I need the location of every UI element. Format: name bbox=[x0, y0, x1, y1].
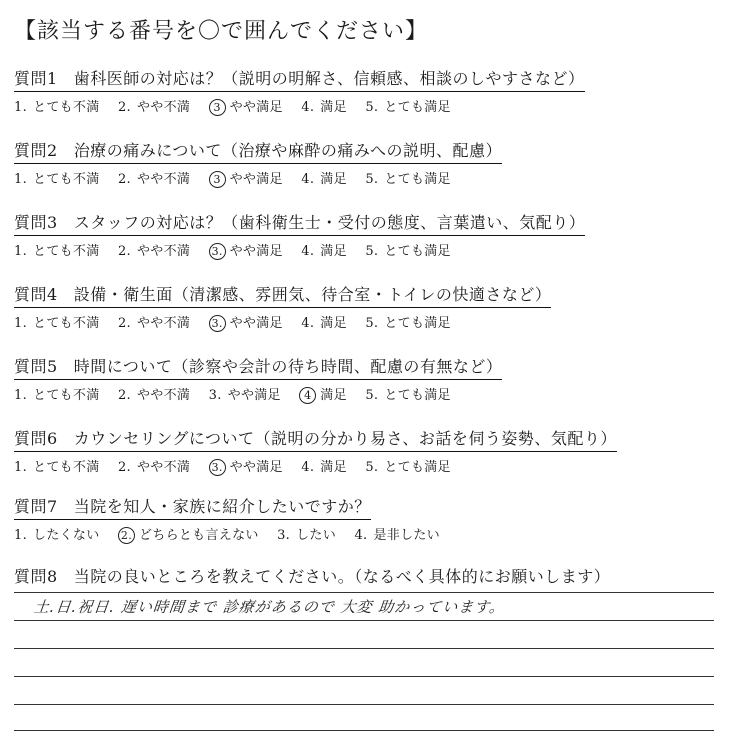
answer-line bbox=[14, 676, 714, 677]
option-label: どちらとも言えない bbox=[138, 528, 259, 543]
option-label: とても満足 bbox=[384, 172, 451, 187]
option-label: とても満足 bbox=[384, 460, 451, 475]
option-label: やや不満 bbox=[136, 172, 191, 187]
option-label: やや不満 bbox=[136, 316, 191, 331]
question-number: 質問8 bbox=[14, 567, 58, 586]
question-6 bbox=[14, 426, 734, 476]
option-3-selected[interactable] bbox=[209, 96, 283, 116]
option-1[interactable] bbox=[14, 96, 100, 115]
option-3[interactable] bbox=[209, 384, 281, 403]
option-label: とても不満 bbox=[33, 388, 100, 403]
option-4[interactable] bbox=[301, 312, 347, 331]
option-label: やや満足 bbox=[229, 244, 283, 259]
option-number: 1. bbox=[14, 316, 28, 331]
option-label: 満足 bbox=[320, 316, 347, 331]
option-2[interactable] bbox=[118, 384, 190, 403]
option-5[interactable] bbox=[365, 168, 451, 187]
option-number: 4. bbox=[301, 100, 315, 115]
question-6-title bbox=[14, 426, 617, 452]
page-title: 【該当する番号を〇で囲んでください】 bbox=[14, 19, 429, 44]
option-number: 2. bbox=[117, 172, 131, 187]
option-number: 2. bbox=[117, 244, 131, 259]
option-label: やや不満 bbox=[136, 100, 191, 115]
question-5-title bbox=[14, 354, 502, 380]
question-4-title bbox=[14, 282, 551, 308]
option-3-selected[interactable] bbox=[209, 456, 283, 476]
option-4-selected[interactable] bbox=[299, 384, 347, 404]
question-number: 質問6 bbox=[14, 429, 58, 448]
answer-line bbox=[14, 704, 714, 705]
option-label: 満足 bbox=[320, 460, 347, 475]
option-number: 4. bbox=[301, 460, 315, 475]
circled-number: 4 bbox=[299, 387, 316, 404]
option-number: 5. bbox=[365, 316, 379, 331]
answer-line bbox=[14, 592, 714, 593]
handwritten-answer[interactable]: 土.日.祝日. 遅い時間まで 診療があるので 大変 助かっています。 bbox=[33, 598, 507, 616]
question-number: 質問1 bbox=[14, 69, 58, 88]
option-label: とても満足 bbox=[384, 316, 451, 331]
option-number: 2. bbox=[117, 388, 131, 403]
option-number: 1. bbox=[14, 172, 28, 187]
option-number: 2. bbox=[117, 316, 131, 331]
question-5 bbox=[14, 354, 734, 404]
option-2[interactable] bbox=[118, 240, 190, 259]
answer-line bbox=[14, 730, 714, 731]
question-4-options bbox=[14, 312, 734, 332]
option-number: 2. bbox=[117, 460, 131, 475]
option-1[interactable] bbox=[14, 168, 100, 187]
option-4[interactable] bbox=[301, 240, 347, 259]
question-1 bbox=[14, 66, 734, 116]
question-text: 歯科医師の対応は？（説明の明解さ、信頼感、相談のしやすさなど） bbox=[73, 69, 585, 88]
question-1-title bbox=[14, 66, 585, 92]
option-label: とても不満 bbox=[33, 244, 100, 259]
question-2 bbox=[14, 138, 734, 188]
option-number: 3. bbox=[277, 528, 291, 543]
circled-number: 3 bbox=[209, 171, 226, 188]
answer-line bbox=[14, 620, 714, 621]
question-text: 当院の良いところを教えてください。（なるべく具体的にお願いします） bbox=[73, 567, 611, 586]
option-label: 是非したい bbox=[373, 528, 440, 543]
option-number: 5. bbox=[365, 460, 379, 475]
option-number: 5. bbox=[365, 172, 379, 187]
circled-number: 3. bbox=[209, 315, 226, 332]
option-number: 1. bbox=[14, 528, 28, 543]
question-2-title bbox=[14, 138, 502, 164]
option-label: とても満足 bbox=[384, 244, 451, 259]
question-8-title bbox=[14, 564, 610, 589]
option-5[interactable] bbox=[365, 96, 451, 115]
question-8 bbox=[14, 564, 734, 589]
option-number: 4. bbox=[301, 172, 315, 187]
option-label: 満足 bbox=[320, 244, 347, 259]
option-4[interactable] bbox=[301, 456, 347, 475]
option-label: やや満足 bbox=[227, 388, 281, 403]
option-3-selected[interactable] bbox=[209, 312, 283, 332]
option-5[interactable] bbox=[365, 312, 451, 331]
option-4[interactable] bbox=[301, 96, 347, 115]
option-1[interactable] bbox=[14, 312, 100, 331]
question-3 bbox=[14, 210, 734, 260]
option-number: 4. bbox=[301, 316, 315, 331]
option-5[interactable] bbox=[365, 384, 451, 403]
option-2[interactable] bbox=[118, 96, 190, 115]
question-4 bbox=[14, 282, 734, 332]
option-2-selected[interactable] bbox=[118, 524, 259, 544]
option-label: とても不満 bbox=[33, 172, 100, 187]
question-5-options bbox=[14, 384, 734, 404]
option-label: やや満足 bbox=[229, 460, 283, 475]
option-label: 満足 bbox=[320, 172, 347, 187]
option-5[interactable] bbox=[365, 456, 451, 475]
option-label: やや満足 bbox=[229, 100, 283, 115]
option-number: 1. bbox=[14, 388, 28, 403]
circled-number: 2. bbox=[118, 527, 135, 544]
option-1[interactable] bbox=[14, 524, 100, 543]
option-2[interactable] bbox=[118, 168, 190, 187]
question-2-options bbox=[14, 168, 734, 188]
option-3[interactable] bbox=[277, 524, 336, 543]
option-number: 5. bbox=[365, 388, 379, 403]
option-label: とても不満 bbox=[33, 460, 100, 475]
option-number: 4. bbox=[301, 244, 315, 259]
question-number: 質問7 bbox=[14, 497, 58, 516]
question-text: 当院を知人・家族に紹介したいですか？ bbox=[73, 497, 371, 516]
question-text: 時間について（診察や会計の待ち時間、配慮の有無など） bbox=[73, 357, 503, 376]
option-label: やや満足 bbox=[229, 172, 283, 187]
question-text: カウンセリングについて（説明の分かり易さ、お話を伺う姿勢、気配り） bbox=[73, 429, 617, 448]
option-2[interactable] bbox=[118, 312, 190, 331]
option-number: 1. bbox=[14, 460, 28, 475]
option-4[interactable] bbox=[301, 168, 347, 187]
option-label: やや不満 bbox=[136, 388, 191, 403]
option-label: やや不満 bbox=[136, 244, 191, 259]
question-1-options bbox=[14, 96, 734, 116]
option-label: とても満足 bbox=[384, 100, 451, 115]
question-3-title bbox=[14, 210, 585, 236]
option-number: 5. bbox=[365, 244, 379, 259]
option-label: とても満足 bbox=[384, 388, 451, 403]
question-text: 設備・衛生面（清潔感、雰囲気、待合室・トイレの快適さなど） bbox=[73, 285, 552, 304]
option-2[interactable] bbox=[118, 456, 190, 475]
option-number: 1. bbox=[14, 244, 28, 259]
option-1[interactable] bbox=[14, 240, 100, 259]
question-7-title bbox=[14, 494, 371, 520]
question-6-options bbox=[14, 456, 734, 476]
answer-line bbox=[14, 648, 714, 649]
question-number: 質問2 bbox=[14, 141, 58, 160]
circled-number: 3. bbox=[209, 243, 226, 260]
circled-number: 3 bbox=[209, 99, 226, 116]
option-label: やや満足 bbox=[229, 316, 283, 331]
option-number: 5. bbox=[365, 100, 379, 115]
option-4[interactable] bbox=[354, 524, 440, 543]
question-text: スタッフの対応は？（歯科衛生士・受付の態度、言葉遣い、気配り） bbox=[73, 213, 586, 232]
option-3-selected[interactable] bbox=[209, 168, 283, 188]
option-number: 1. bbox=[14, 100, 28, 115]
option-label: とても不満 bbox=[33, 100, 100, 115]
question-number: 質問3 bbox=[14, 213, 58, 232]
question-number: 質問5 bbox=[14, 357, 58, 376]
question-number: 質問4 bbox=[14, 285, 58, 304]
option-number: 2. bbox=[117, 100, 131, 115]
option-label: したくない bbox=[33, 528, 100, 543]
option-number: 4. bbox=[354, 528, 368, 543]
option-label: 満足 bbox=[320, 100, 347, 115]
question-7-options bbox=[14, 524, 734, 544]
option-label: したい bbox=[296, 528, 337, 543]
option-number: 3. bbox=[208, 388, 222, 403]
option-1[interactable] bbox=[14, 384, 100, 403]
question-text: 治療の痛みについて（治療や麻酔の痛みへの説明、配慮） bbox=[73, 141, 503, 160]
option-label: 満足 bbox=[320, 388, 347, 403]
option-3-selected[interactable] bbox=[209, 240, 283, 260]
option-label: とても不満 bbox=[33, 316, 100, 331]
option-label: やや不満 bbox=[136, 460, 191, 475]
option-5[interactable] bbox=[365, 240, 451, 259]
question-7 bbox=[14, 494, 734, 544]
circled-number: 3. bbox=[209, 459, 226, 476]
question-3-options bbox=[14, 240, 734, 260]
option-1[interactable] bbox=[14, 456, 100, 475]
